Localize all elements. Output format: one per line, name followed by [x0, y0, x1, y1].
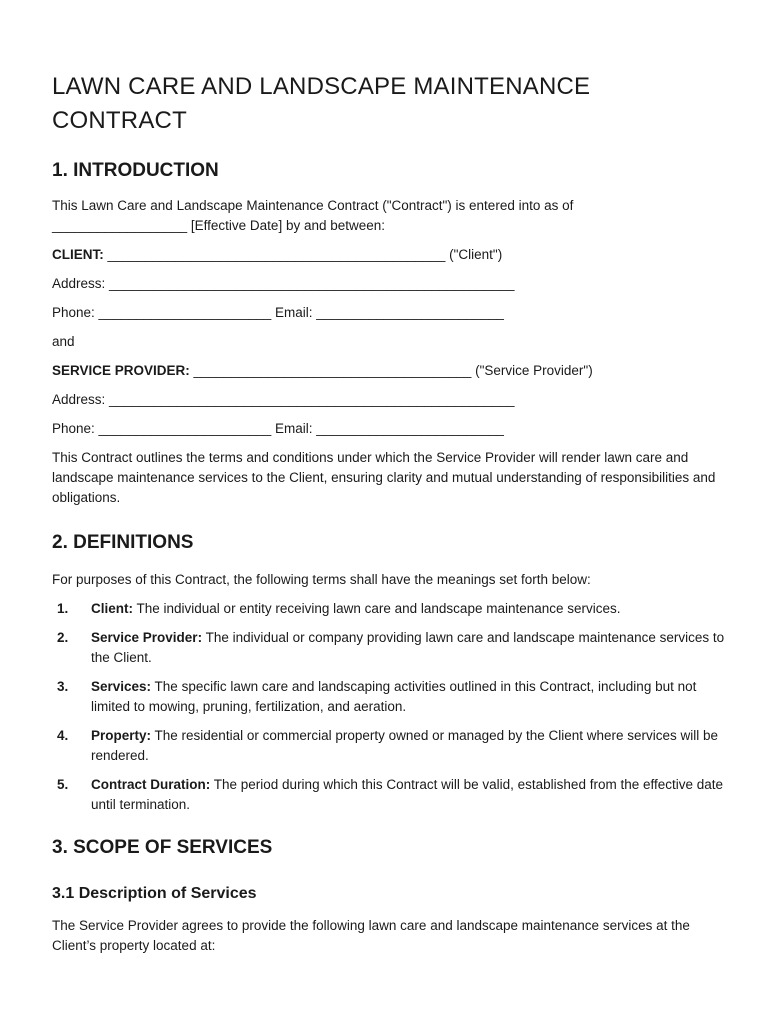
- client-name-field: [52, 245, 732, 265]
- list-number: 2.: [57, 630, 69, 645]
- provider-address-field: Address: ______________________________________________________: [52, 392, 515, 407]
- definitions-list: [52, 599, 732, 815]
- section-heading-definitions: 2. DEFINITIONS: [52, 532, 194, 553]
- provider-label: SERVICE PROVIDER:: [52, 363, 190, 378]
- list-number: 4.: [57, 728, 69, 743]
- list-item: [52, 726, 732, 766]
- subsection-heading-description: 3.1 Description of Services: [52, 885, 257, 902]
- definition-term: Client:: [91, 601, 133, 616]
- intro-closing-paragraph: This Contract outlines the terms and conditions under which the Service Provider will render lawn care and landscape maintenance services to the Client, ensuring clarity and mutual understanding of responsibilities and obligations.: [52, 450, 716, 505]
- client-address-field: Address: ______________________________________________________: [52, 276, 515, 291]
- definition-text: The individual or entity receiving lawn care and landscape maintenance services.: [133, 601, 621, 616]
- document-title: LAWN CARE AND LANDSCAPE MAINTENANCE CONTRACT: [52, 73, 591, 134]
- list-number: 1.: [57, 601, 69, 616]
- definition-text: The period during which this Contract will be valid, established from the effective date until termination.: [91, 777, 724, 812]
- list-number: 5.: [57, 777, 69, 792]
- provider-name-blank: _____________________________________ ("Service Provider"): [189, 363, 593, 378]
- contract-document: [52, 70, 732, 956]
- intro-opening-line1: This Lawn Care and Landscape Maintenance Contract ("Contract") is entered into as of: [52, 198, 574, 213]
- definition-text: The residential or commercial property owned or managed by the Client where services will be rendered.: [91, 728, 719, 763]
- list-item: [52, 775, 732, 815]
- provider-phone-email-field: Phone: _______________________ Email: _________________________: [52, 421, 504, 436]
- list-item: [52, 677, 732, 717]
- scope-paragraph: The Service Provider agrees to provide the following lawn care and landscape maintenance services at the Client’s property located at:: [52, 918, 690, 953]
- intro-opening-line2: __________________ [Effective Date] by and between:: [52, 218, 386, 233]
- definition-text: The individual or company providing lawn care and landscape maintenance services to the Client.: [91, 630, 725, 665]
- definition-term: Contract Duration:: [91, 777, 211, 792]
- definitions-intro: For purposes of this Contract, the following terms shall have the meanings set forth below:: [52, 572, 591, 587]
- definition-term: Property:: [91, 728, 152, 743]
- section-heading-introduction: 1. INTRODUCTION: [52, 160, 219, 181]
- intro-opening: [52, 196, 732, 236]
- list-item: [52, 599, 732, 619]
- definition-text: The specific lawn care and landscaping activities outlined in this Contract, including but not limited to mowing, pruning, fertilization, and aeration.: [91, 679, 697, 714]
- client-phone-email-field: Phone: _______________________ Email: _________________________: [52, 305, 504, 320]
- client-label: CLIENT:: [52, 247, 104, 262]
- and-text: and: [52, 334, 75, 349]
- definition-term: Service Provider:: [91, 630, 203, 645]
- definition-term: Services:: [91, 679, 152, 694]
- list-number: 3.: [57, 679, 69, 694]
- list-item: [52, 628, 732, 668]
- client-name-blank: _____________________________________________ ("Client"): [103, 247, 503, 262]
- provider-name-field: [52, 361, 732, 381]
- section-heading-scope: 3. SCOPE OF SERVICES: [52, 837, 273, 858]
